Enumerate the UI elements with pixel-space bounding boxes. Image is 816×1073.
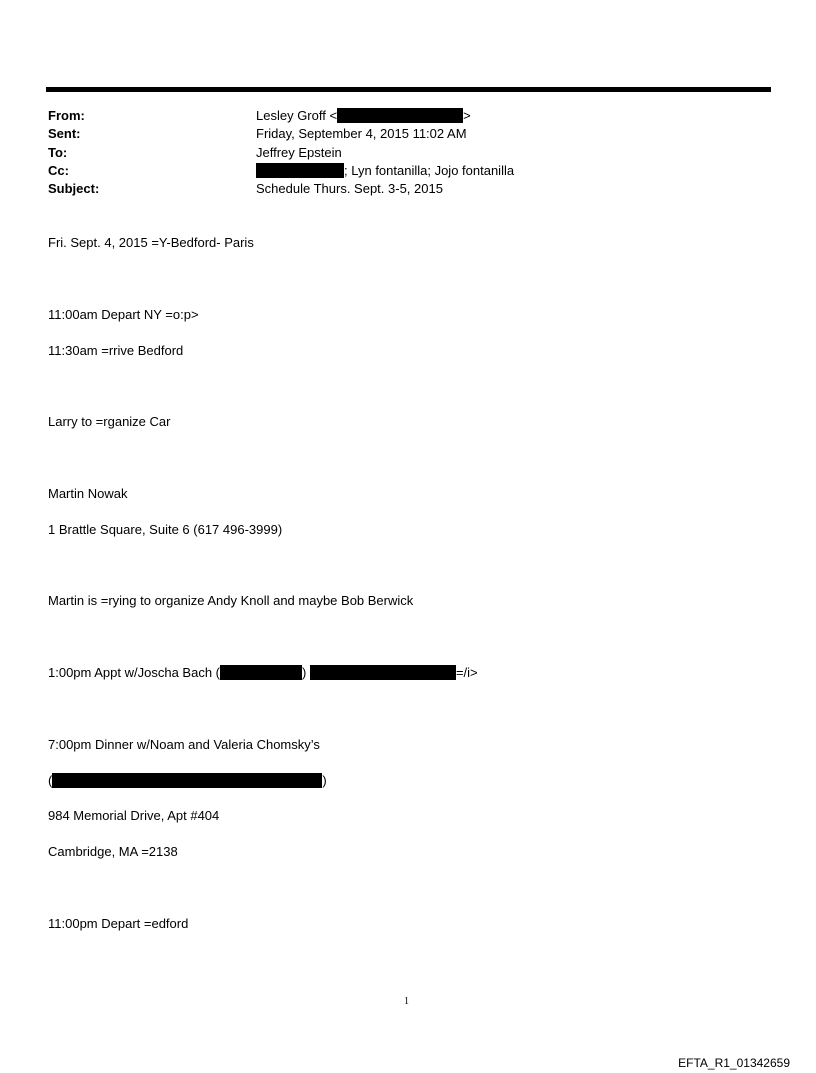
bates-number: EFTA_R1_01342659: [678, 1056, 790, 1070]
subject-label: Subject:: [48, 181, 100, 196]
to-value: Jeffrey Epstein: [256, 145, 342, 160]
body-line: 11:00am Depart NY =o:p>: [48, 307, 199, 322]
to-label: To:: [48, 145, 68, 160]
body-line: Martin Nowak: [48, 486, 128, 501]
cc-value: [256, 163, 514, 179]
from-close: >: [463, 108, 471, 123]
cc-label: Cc:: [48, 163, 69, 178]
body-line: 11:00pm Depart =edford: [48, 916, 189, 931]
redaction-block: [256, 163, 344, 178]
sent-label: Sent:: [48, 126, 81, 141]
body-line: [48, 665, 478, 681]
sent-value: Friday, September 4, 2015 11:02 AM: [256, 126, 467, 141]
from-value: [256, 108, 471, 124]
redaction-block: [52, 773, 322, 788]
body-line: Fri. Sept. 4, 2015 =Y-Bedford- Paris: [48, 235, 254, 250]
body-line: 7:00pm Dinner w/Noam and Valeria Chomsky’s: [48, 737, 320, 752]
body-line: [48, 773, 327, 789]
subject-value: Schedule Thurs. Sept. 3-5, 2015: [256, 181, 443, 196]
redaction-block: [220, 665, 302, 680]
redaction-block: [337, 108, 463, 123]
body-line: Cambridge, MA =2138: [48, 844, 178, 859]
from-name: Lesley Groff <: [256, 108, 338, 123]
redaction-block: [310, 665, 456, 680]
appt-tail: =/i>: [455, 665, 478, 680]
body-line: Larry to =rganize Car: [48, 414, 171, 429]
from-label: From:: [48, 108, 85, 123]
page-number: 1: [404, 996, 409, 1007]
header-rule: [46, 87, 771, 92]
appt-text: 1:00pm Appt w/Joscha Bach (: [48, 665, 220, 680]
appt-close: ): [301, 665, 307, 680]
paren-open: (: [48, 773, 53, 788]
body-line: 984 Memorial Drive, Apt #404: [48, 808, 220, 823]
body-line: 11:30am =rrive Bedford: [48, 343, 184, 358]
paren-close: ): [322, 773, 327, 788]
body-line: Martin is =rying to organize Andy Knoll and maybe Bob Berwick: [48, 593, 414, 608]
body-line: 1 Brattle Square, Suite 6 (617 496-3999): [48, 522, 283, 537]
cc-names: ; Lyn fontanilla; Jojo fontanilla: [344, 163, 515, 178]
